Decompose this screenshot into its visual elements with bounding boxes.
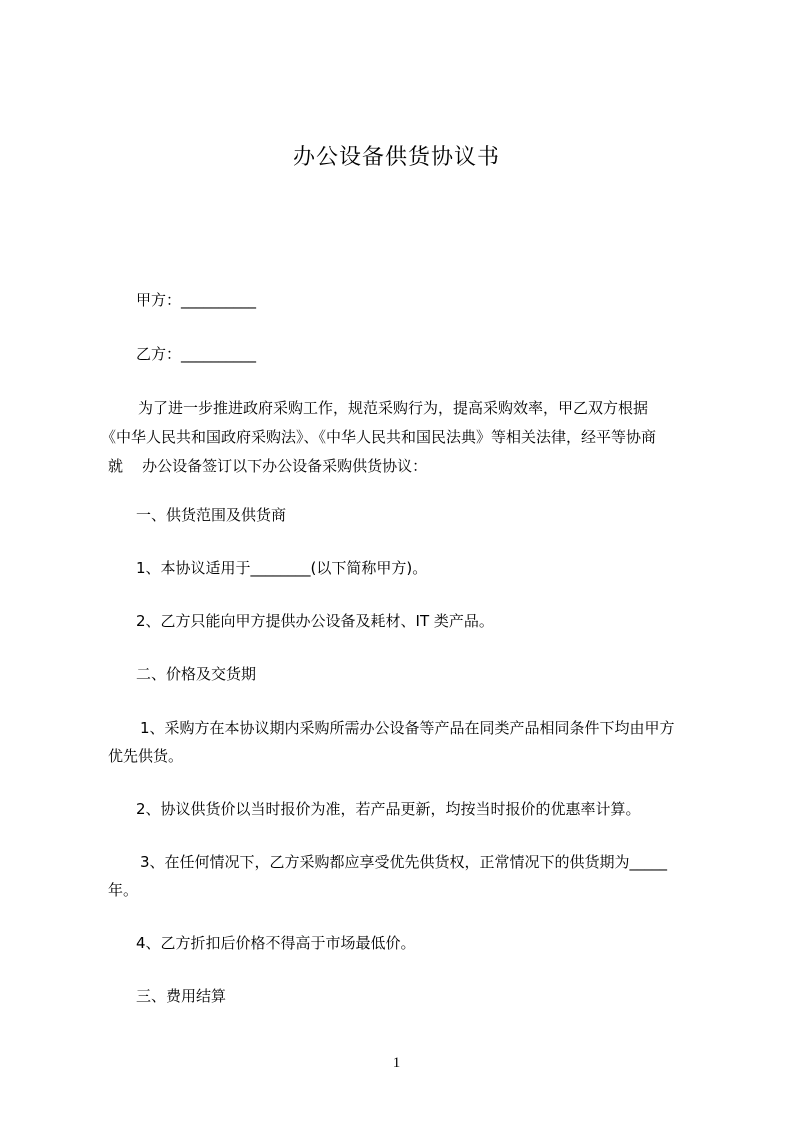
section-2-item-1-line-1: 1、采购方在本协议期内采购所需办公设备等产品在同类产品相同条件下均由甲方	[140, 719, 675, 737]
section-2-heading: 二、价格及交货期	[136, 665, 257, 683]
section-2-item-4: 4、乙方折扣后价格不得高于市场最低价。	[136, 934, 416, 952]
intro-line-3: 就 办公设备签订以下办公设备采购供货协议：	[108, 457, 428, 475]
section-2-item-3-line-1: 3、在任何情况下，乙方采购都应享受优先供货权，正常情况下的供货期为_____	[140, 853, 668, 871]
party-a-line: 甲方：__________	[136, 291, 257, 309]
section-2-item-1-line-2: 优先供货。	[108, 747, 184, 765]
section-1-item-1: 1、本协议适用于________(以下简称甲方)。	[136, 559, 428, 577]
section-2-item-2: 2、协议供货价以当时报价为准，若产品更新，均按当时报价的优惠率计算。	[136, 800, 641, 818]
page-number: 1	[392, 1055, 401, 1071]
section-2-item-3-line-2: 年。	[108, 881, 139, 899]
section-1-item-2: 2、乙方只能向甲方提供办公设备及耗材、IT 类产品。	[136, 612, 494, 630]
intro-line-2: 《中华人民共和国政府采购法》、《中华人民共和国民法典》等相关法律，经平等协商	[101, 428, 657, 446]
document-title: 办公设备供货协议书	[292, 145, 500, 170]
section-1-heading: 一、供货范围及供货商	[136, 506, 287, 524]
intro-line-1: 为了进一步推进政府采购工作，规范采购行为，提高采购效率，甲乙双方根据	[138, 399, 649, 417]
party-b-line: 乙方：__________	[136, 345, 257, 363]
section-3-heading: 三、费用结算	[136, 987, 227, 1005]
